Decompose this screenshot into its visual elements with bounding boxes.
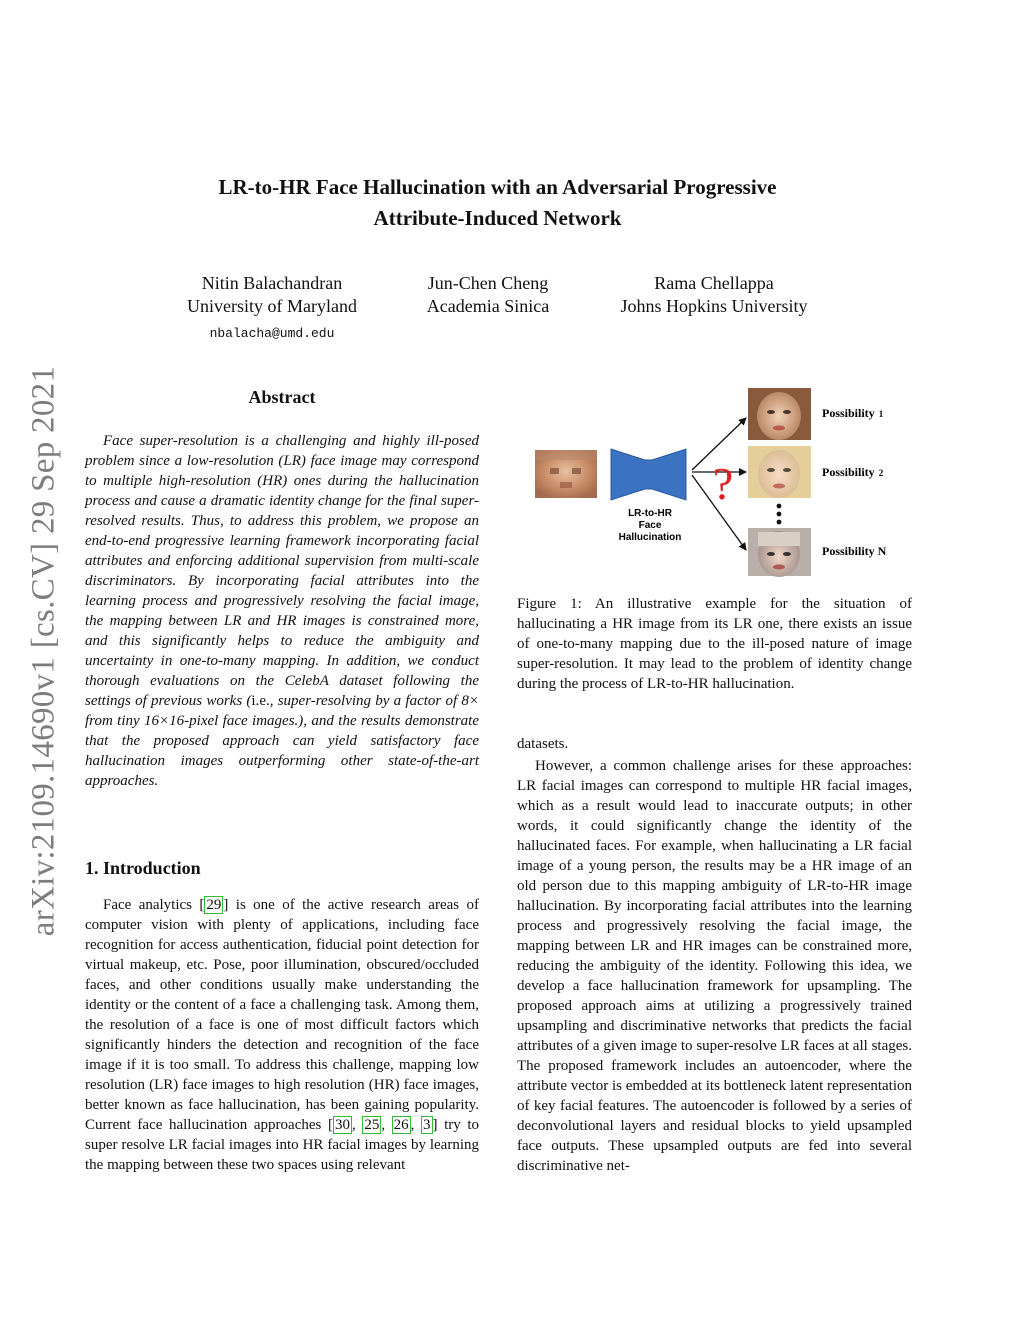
author-name: Nitin Balachandran [201,273,343,293]
network-label-line-1: LR-to-HR [628,508,672,519]
author-2 [408,272,568,318]
continuation-text: datasets. [517,736,569,752]
possibility-n-label: Possibility N [822,544,887,558]
citation-link-25[interactable]: 25 [364,1117,380,1133]
possibility-2-number: 2 [878,468,884,478]
ellipsis-dot [777,520,782,525]
author-1 [168,272,376,345]
author-3 [600,272,828,318]
ellipsis-dot [777,512,782,517]
abstract-text-ie: i.e. [251,693,270,709]
citation-link-3[interactable]: 3 [423,1117,431,1133]
figure-1-diagram [520,382,915,582]
author-affiliation: Academia Sinica [426,296,550,316]
citation-link-26[interactable]: 26 [393,1117,409,1133]
possibility-2-word: Possibility [822,465,875,479]
possibility-1-label [822,406,884,420]
abstract-text-a: Face super-resolution is a challenging and highly ill-posed problem since a low-resolution (LR) face image may correspond to multiple high-resolution (HR) ones during the hallucination process and cause a dramatic identity change for the final super-resolved results. Thus, to address this problem, we propose an end-to-end progressive learning framework incorporating facial attributes and enforcing additional supervision from multi-scale discriminators. By incorporating facial attributes into the learning process and progressively resolving the facial image, the mapping between LR and HR images is constrained more, and this significantly helps to reduce the ambiguity and uncertainty in one-to-many mapping. In addition, we conduct thorough evaluations on the CelebA dataset following the settings of previous works ( [85,433,479,709]
intro-paragraph-2: However, a common challenge arises for these approaches: LR facial images can correspond to multiple HR facial images, which as a result would lead to inaccurate outputs; in other words, it could significantly change the identity of the hallucinated faces. For example, when hallucinating a LR facial image of a young person, the results may be a HR image of an old person due to this mapping ambiguity of LR-to-HR image hallucination. By incorporating facial attributes into the learning process and progressively resolving the facial image, the mapping between LR and HR images can be constrained more, reducing the ambiguity of the identity. Following this idea, we develop a face hallucination framework for upsampling. The proposed approach aims at utilizing a progressively trained upsampling and discriminative networks that predicts the facial attributes of a given image to super-resolve LR faces at all stages. The proposed framework includes an autoencoder, where the attribute vector is embedded at its bottleneck latent representation of key facial features. The autoencoder is followed by a series of deconvolutional layers and residual blocks to yield upsampled face outputs. These upsampled outputs are fed into several discriminative net- [517,758,912,1174]
arxiv-sidebar [24,356,64,946]
title-line-1: LR-to-HR Face Hallucination with an Adversarial Progressive [218,175,777,199]
author-affiliation: University of Maryland [187,296,357,316]
figure-1 [520,382,915,582]
possibility-2-label [822,465,884,479]
author-name: Jun-Chen Cheng [427,273,549,293]
introduction-body: Face analytics [ 29 ] is one of the active research areas of computer vision with plenty of applications, including face recognition for access authentication, fiducial point detection for virtual makeup, etc. Pose, poor illumination, obscured/occluded faces, and other conditions usually make understanding the identity or the content of a face a challenging task. Among them, the resolution of a face is one of most difficult factors which significantly hinders the detection and recognition of the face image if it is too small. To address this challenge, mapping low resolution (LR) face images to high resolution (HR) face images, better known as face hallucination, has been gaining popularity. Current face hallucination approaches [ 30 , 25 , 26 , 3 ] try to super resolve LR facial images into HR facial images by learning the mapping between these two spaces using relevant [85,897,480,1173]
introduction-heading: 1. Introduction [85,858,201,878]
intro-text-a: Face analytics [103,897,200,913]
paper-title [100,172,895,234]
hr-face-image-2 [748,446,811,498]
right-column-body [517,734,912,1176]
intro-text-c: ] try to super resolve LR facial images into HR facial images by learning the mapping between these two spaces using relevant [85,1117,480,1173]
possibility-1-word: Possibility [822,406,875,420]
network-shape [611,449,686,500]
question-mark: ? [712,458,734,509]
network-label-line-2: Face [638,520,662,531]
author-email: nbalacha@umd.edu [209,326,335,341]
citation-link-30[interactable]: 30 [334,1117,350,1133]
ellipsis-dot [777,504,782,509]
title-line-2: Attribute-Induced Network [373,206,622,230]
abstract-body [85,431,479,791]
author-name: Rama Chellappa [654,273,774,293]
network-label-line-3: Hallucination [618,532,682,543]
figure-1-caption: Figure 1: An illustrative example for the situation of hallucinating a HR image from its LR one, there exists an issue of one-to-many mapping due to the ill-posed nature of image super-resolution. It may lead to the problem of identity change during the process of LR-to-HR hallucination. [517,596,912,692]
intro-text-b: is one of the active research areas of computer vision with plenty of applications, including face recognition for access authentication, fiducial point detection for virtual makeup, etc. Pose, poor illumination, obscured/occluded faces, and other conditions usually make understanding the identity or the content of a face a challenging task. Among them, the resolution of a face is one of most difficult factors which significantly hinders the detection and recognition of the face image if it is too small. To address this challenge, mapping low resolution (LR) face images to high resolution (HR) face images, better known as face hallucination, has been gaining popularity. Current face hallucination approaches [ [85,897,479,1133]
possibility-1-number: 1 [878,409,884,419]
arxiv-identifier: arXiv:2109.14690v1 [cs.CV] 29 Sep 2021 [25,365,62,937]
hr-face-image-1 [748,388,811,440]
hr-face-image-n [748,528,811,577]
abstract-heading: Abstract [248,387,316,407]
citation-link-29[interactable]: 29 [206,897,222,913]
author-affiliation: Johns Hopkins University [620,296,808,316]
abstract-text-b: , super-resolving by a factor of 8× from tiny 16×16-pixel face images.), and the results demonstrate that the proposed approach can yield satisfactory face hallucination images outperforming other state-of-the-art approaches. [85,693,480,789]
lr-face-image [535,450,597,498]
